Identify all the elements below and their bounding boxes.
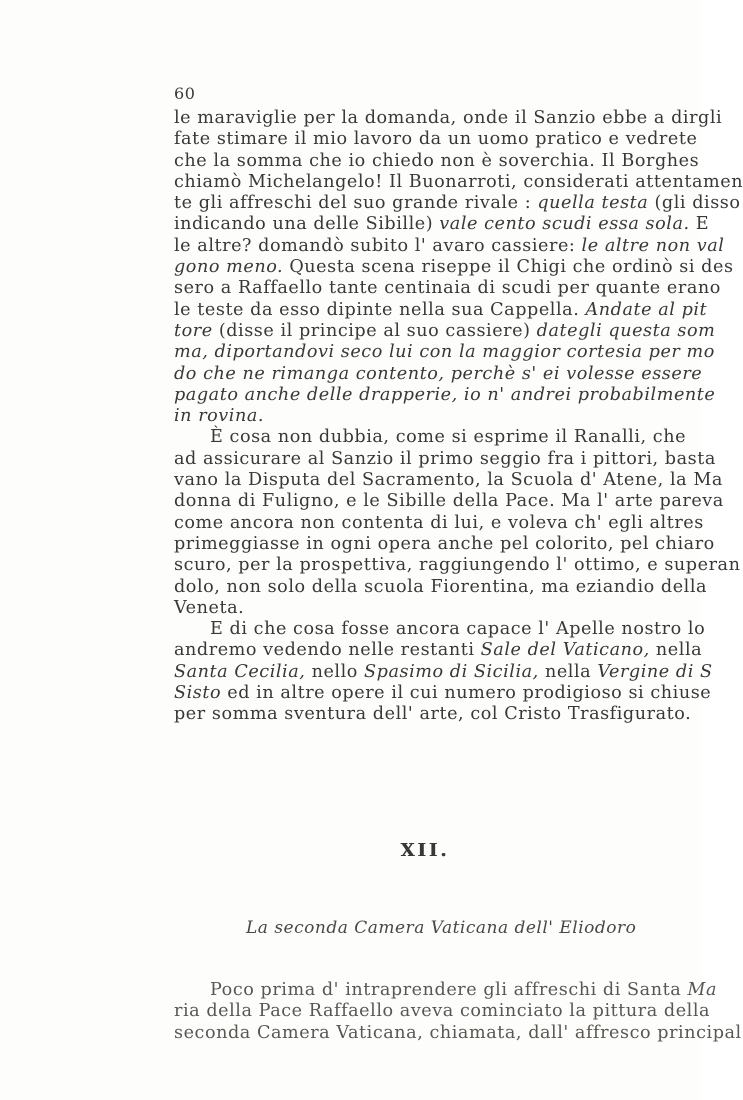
text-line: E di che cosa fosse ancora capace l' Apelle nostro lo <box>210 619 706 640</box>
text-line: te gli affreschi del suo grande rivale : quella testa (gli disso <box>174 193 741 214</box>
text-line: Poco prima d' intraprendere gli affreschi di Santa Ma <box>210 980 717 1000</box>
paragraph-3 <box>174 619 734 725</box>
text-line: Sisto ed in altre opere il cui numero prodigioso si chiuse <box>174 683 712 704</box>
text-line: in rovina. <box>174 406 265 427</box>
text-line: le altre? domandò subito l' avaro cassiere: le altre non val <box>174 235 725 256</box>
text-line: le teste da esso dipinte nella sua Cappella. Andate al pit <box>174 299 708 320</box>
text-line: tore (disse il principe al suo cassiere) dategli questa som <box>174 320 716 341</box>
text-line: le maraviglie per la domanda, onde il Sanzio ebbe a dirgli <box>174 108 723 128</box>
text-line: chiamò Michelangelo! Il Buonarroti, considerati attentamen <box>174 171 743 192</box>
text-line: indicando una delle Sibille) vale cento scudi essa sola. E <box>174 214 710 235</box>
text-line: Santa Cecilia, nello Spasimo di Sicilia, nella Vergine di S <box>174 661 713 682</box>
text-line: come ancora non contenta di lui, e voleva ch' egli altres <box>174 512 704 533</box>
text-line: È cosa non dubbia, come si esprime il Ranalli, che <box>210 427 687 448</box>
text-line: do che ne rimanga contento, perchè s' ei volesse essere <box>174 363 703 384</box>
page-number: 60 <box>174 84 196 103</box>
text-line: dolo, non solo della scuola Fiorentina, ma eziandio della <box>174 576 708 597</box>
text-line: scuro, per la prospettiva, raggiungendo l' ottimo, e superan <box>174 555 741 576</box>
text-line: fate stimare il mio lavoro da un uomo pratico e vedrete <box>174 129 698 150</box>
text-line: ma, diportandovi seco lui con la maggior cortesia per mo <box>174 342 715 363</box>
text-line: andremo vedendo nelle restanti Sale del Vaticano, nella <box>174 640 703 661</box>
paragraph-2 <box>174 427 741 619</box>
text-line: donna di Fuligno, e le Sibille della Pace. Ma l' arte pareva <box>174 491 724 512</box>
main-text <box>174 83 743 726</box>
text-line: vano la Disputa del Sacramento, la Scuola d' Atene, la Ma <box>174 470 723 491</box>
text-line: Veneta. <box>174 597 245 618</box>
text-line: primeggiasse in ogni opera anche pel colorito, pel chiaro <box>174 533 715 554</box>
paragraph-1 <box>174 108 743 427</box>
text-line: pagato anche delle drapperie, io n' andrei probabilmente <box>174 384 716 405</box>
section-number: XII. <box>400 840 450 861</box>
text-line: sero a Raffaello tante centinaia di scudi per quante erano <box>174 278 721 299</box>
text-line: che la somma che io chiedo non è soverchia. Il Borghes <box>174 150 700 171</box>
section-title: La seconda Camera Vaticana dell' Eliodoro <box>246 918 637 938</box>
text-line: seconda Camera Vaticana, chiamata, dall' affresco principal <box>174 1022 742 1043</box>
text-line: gono meno. Questa scena riseppe il Chigi che ordinò si des <box>174 257 734 278</box>
text-line: ad assicurare al Sanzio il primo seggio fra i pittori, basta <box>174 448 716 469</box>
text-line: per somma sventura dell' arte, col Cristo Trasfigurato. <box>174 704 692 725</box>
text-line: ria della Pace Raffaello aveva cominciato la pittura della <box>174 1001 711 1022</box>
paragraph-4 <box>174 980 742 1044</box>
